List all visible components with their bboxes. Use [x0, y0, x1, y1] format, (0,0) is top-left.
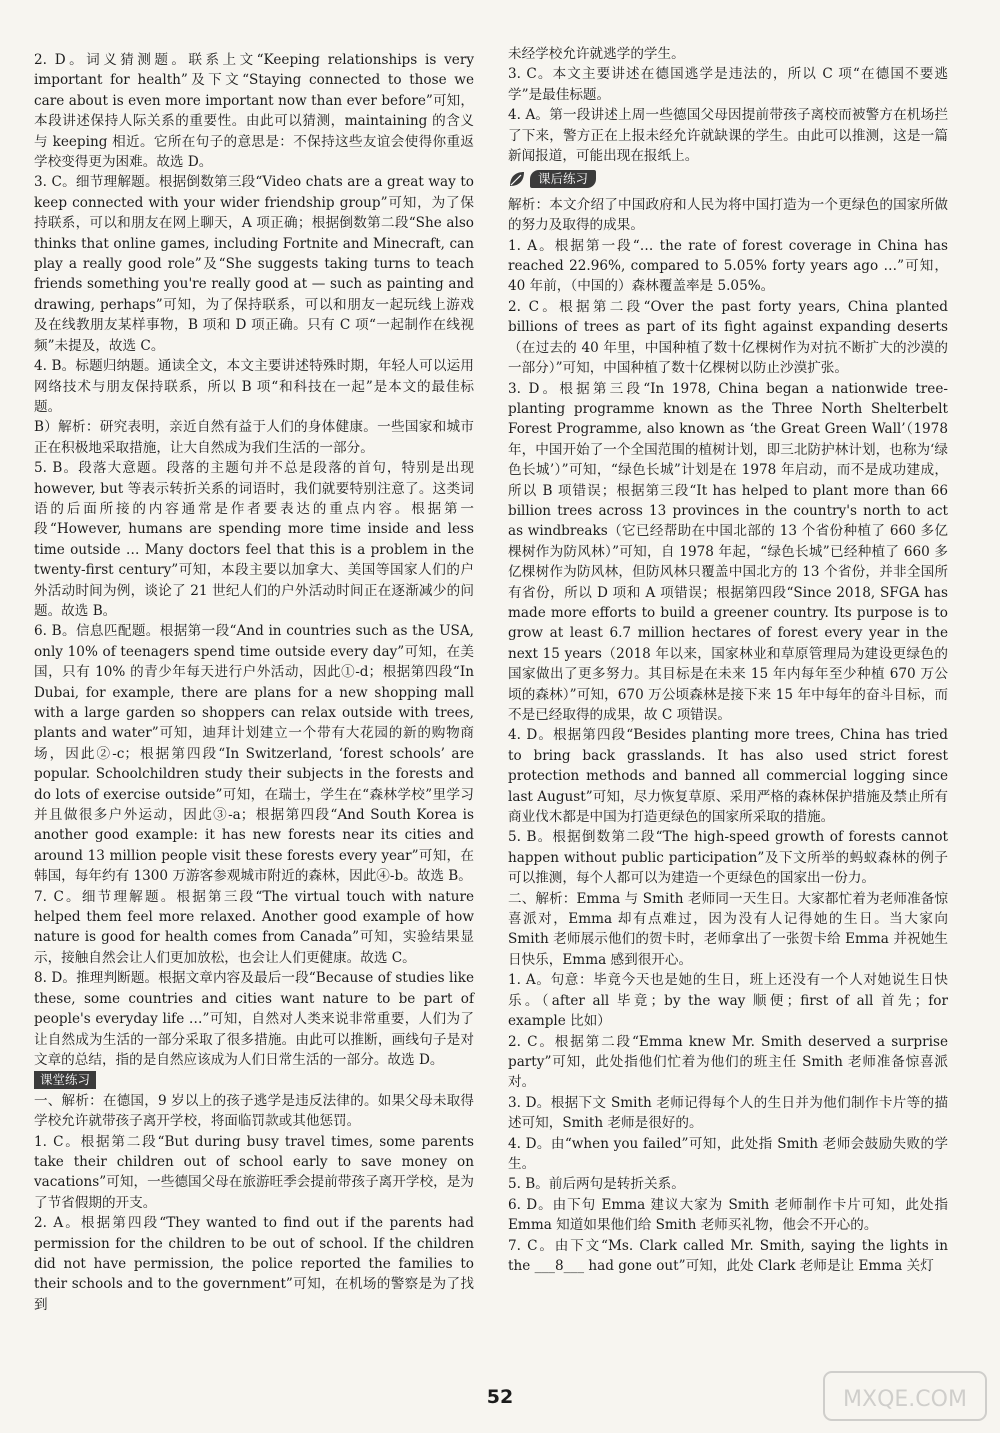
answer-paragraph: 二、解析：Emma 与 Smith 老师同一天生日。大家都忙着为老师准备惊喜派对，Emma 却有点难过，因为没有人记得她的生日。当大家向 Smith 老师展示他们的贺卡时，老师拿出了一张贺卡给 Emma 并祝她生日快乐，Emma 感到很开心。 — [508, 890, 948, 968]
answer-paragraph: 8. D。推理判断题。根据文章内容及最后一段“Because of studies like these, some countries and cities want nature to be part of people's everyday life …”可知，自然对人类来说非常重要，人们为了让自然成为生活的一部分采取了很多措施。由此可以推断，画线句子是对文章的总结，指的是自然应该成为人们日常生活的一部分。故选 D。 — [34, 970, 474, 1068]
right-answers-block-2 — [508, 195, 948, 1277]
left-answers-block — [34, 50, 474, 1070]
answer-paragraph: 6. B。信息匹配题。根据第一段“And in countries such as the USA, only 10% of teenagers spend time outside every day”可知，在美国，只有 10% 的青少年每天进行户外活动，因此①-d；根据第四段“In Dubai, for example, there are plans for a new shopping mall with a large garden so shoppers can relax outside with trees, plants and water”可知，迪拜计划建立一个带有大花园的新的购物商场，因此②-c；根据第四段“In Switzerland, ‘forest schools’ are popular. Schoolchildren study their subjects in the forests and do lots of exercise outside”可知，在瑞士，学生在“森林学校”里学习并且做很多户外运动，因此③-a；根据第四段“And South Korea is another good example: it has new forests near its cities and around 13 million people visit these forests every year”可知，在韩国，每年约有 1300 万游客参观城市附近的森林，因此④-b。故选 B。 — [34, 623, 474, 885]
section-label-classroom-practice: 课堂练习 — [34, 1071, 96, 1089]
left-answers-block-2 — [34, 1091, 474, 1315]
answer-paragraph: 4. B。标题归纳题。通读全文，本文主要讲述特殊时期，年轻人可以运用网络技术与朋友保持联系，所以 B 项“和科技在一起”是本文的最佳标题。 — [34, 358, 474, 415]
answer-paragraph: 4. D。由“when you failed”可知，此处指 Smith 老师会鼓励失败的学生。 — [508, 1135, 948, 1172]
answer-paragraph: 7. C。由下文“Ms. Clark called Mr. Smith, saying the lights in the ___8___ had gone out”可知，此处 Clark 老师是让 Emma 关灯 — [508, 1237, 948, 1274]
watermark-logo — [820, 1366, 990, 1426]
answer-paragraph: 2. A。根据第四段“They wanted to find out if the parents had permission for the children to be out of school. If the children did not have permission, the police reported the families to their schools and to the government”可知，在机场的警察是为了找到 — [34, 1215, 474, 1313]
answer-paragraph: 5. B。前后两句是转折关系。 — [508, 1176, 685, 1193]
answer-paragraph: 5. B。根据倒数第二段“The high-speed growth of forests cannot happen without public participation”及下文所举的蚂蚁森林的例子可以推测，每个人都可以为建造一个更绿色的国家出一份力。 — [508, 829, 948, 887]
answer-paragraph: 2. C。根据第二段“Over the past forty years, China planted billions of trees as part of its fight against expanding deserts（在过去的 40 年里，中国种植了数十亿棵树作为对抗不断扩大的沙漠的一部分）”可知，中国种植了数十亿棵树以防止沙漠扩张。 — [508, 298, 948, 377]
answer-paragraph: 3. D。根据下文 Smith 老师记得每个人的生日并为他们制作卡片等的描述可知，Smith 老师是很好的。 — [508, 1094, 948, 1132]
answer-paragraph: 4. D。根据第四段“Besides planting more trees, China has tried to bring back grasslands. It has also used strict forest protection methods and banned all commercial logging since last August”可知，尽力恢复草原、采用严格的森林保护措施及禁止所有商业伐木都是中国为打造更绿色的国家所采取的措施。 — [508, 727, 948, 826]
answer-paragraph: 3. C。本文主要讲述在德国逃学是违法的，所以 C 项“在德国不要逃学”是最佳标题。 — [508, 66, 948, 103]
answer-paragraph: 5. B。段落大意题。段落的主题句并不总是段落的首句，特别是出现 however, but 等表示转折关系的词语时，我们就要特别注意了。这类词语的后面所接的内容通常是作者要表达的重点内容。根据第一段“However, humans are spending more time inside and less time outside … Many doctors feel that this is a problem in the twenty-first century”可知，本段主要以加拿大、美国等国家人们的户外活动时间为例，谈论了 21 世纪人们的户外活动时间正在逐渐减少的问题。故选 B。 — [34, 460, 474, 619]
answer-paragraph: 6. D。由下句 Emma 建议大家为 Smith 老师制作卡片可知，此处指 Emma 知道如果他们给 Smith 老师买礼物，他会不开心的。 — [508, 1196, 948, 1234]
answer-paragraph: 一、解析：在德国，9 岁以上的孩子逃学是违反法律的。如果父母未取得学校允许就带孩子离开学校，将面临罚款或其他惩罚。 — [34, 1092, 474, 1130]
answer-paragraph: 未经学校允许就逃学的学生。 — [508, 46, 685, 62]
right-column — [508, 44, 948, 1276]
answer-paragraph: 4. A。第一段讲述上周一些德国父母因提前带孩子离校而被警方在机场拦了下来，警方正在上报未经允许就缺课的学生。由此可以推测，这是一篇新闻报道，可能出现在报纸上。 — [508, 107, 948, 165]
left-column — [34, 50, 474, 1315]
answer-paragraph: 1. A。句意：毕竟今天也是她的生日，班上还没有一个人对她说生日快乐。（after all 毕竟；by the way 顺便；first of all 首先；for example 比如） — [508, 972, 948, 1030]
leaf-icon — [508, 170, 526, 188]
answer-paragraph: B）解析：研究表明，亲近自然有益于人们的身体健康。一些国家和城市正在积极地采取措施，让大自然成为我们生活的一部分。 — [34, 419, 474, 456]
answer-paragraph: 1. A。根据第一段“… the rate of forest coverage in China has reached 22.96%, compared to 5.05% forty years ago …”可知，40 年前，（中国的）森林覆盖率是 5.05%。 — [508, 237, 948, 295]
page-number: 52 — [486, 1386, 514, 1408]
answer-paragraph: 3. D。根据第三段“In 1978, China began a nationwide tree-planting programme known as the Three North Shelterbelt Forest Programme, also known as ‘the Great Green Wall’（1978 年，中国开始了一个全国范围的植树计划，即三北防护林计划，也称为‘绿色长城’）”可知，“绿色长城”计划是在 1978 年启动，而不是成功建成，所以 B 项错误；根据第三段“It has helped to plant more than 66 billion trees across 13 provinces in the country's north to act as windbreaks（它已经帮助在中国北部的 13 个省份种植了 660 多亿棵树作为防风林）”可知，自 1978 年起，“绿色长城”已经种植了 660 多亿棵树作为防风林，但防风林只覆盖中国北方的 13 个省份，并非全国所有省份，所以 D 项和 A 项错误；根据第四段“Since 2018, SFGA has made more efforts to build a greener country. Its purpose is to grow at least 6.7 million hectares of forest every year in the next 15 years（2018 年以来，国家林业和草原管理局为建设更绿色的国家做出了更多努力。其目标是在未来 15 年内每年至少种植 670 万公顷的森林）”可知，670 万公顷森林是接下来 15 年中每年的奋斗目标，而不是已经取得的成果，故 C 项错误。 — [508, 380, 948, 723]
answer-paragraph: 1. C。根据第二段“But during busy travel times, some parents take their children out of school early to save money on vacations”可知，一些德国父母在旅游旺季会提前带孩子离开学校，是为了节省假期的开支。 — [34, 1133, 474, 1211]
section-label-text: 课后练习 — [530, 170, 596, 188]
right-answers-block — [508, 44, 948, 166]
answer-paragraph: 2. C。根据第二段“Emma knew Mr. Smith deserved a surprise party”可知，此处指他们忙着为他们的班主任 Smith 老师准备惊喜派对。 — [508, 1033, 948, 1091]
svg-text:MXQE.COM: MXQE.COM — [843, 1387, 967, 1412]
answer-paragraph: 3. C。细节理解题。根据倒数第三段“Video chats are a great way to keep connected with your wider friendship group”可知，为了保持联系，可以和朋友在网上聊天，A 项正确；根据倒数第二段“She also thinks that online games, including Fortnite and Minecraft, can play a really good role”及“She suggests taking turns to teach friends something you're really good at — such as painting and drawing, perhaps”可知，为了保持联系，可以和朋友一起玩线上游戏及在线教朋友某样事物，B 项和 D 项正确。只有 C 项“一起制作在线视频”未提及，故选 C。 — [34, 174, 474, 354]
answer-paragraph: 2. D。词义猜测题。联系上文“Keeping relationships is very important for health”及下文“Staying connected to those we care about is even more important now than ever before”可知，本段讲述保持人际关系的重要性。由此可以猜测，maintaining 的含义与 keeping 相近。它所在句子的意思是：不保持这些友谊会使得你重返学校变得更为困难。故选 D。 — [34, 52, 474, 171]
section-label-after-class — [508, 170, 596, 188]
answer-paragraph: 7. C。细节理解题。根据第三段“The virtual touch with nature helped them feel more relaxed. Another good example of how nature is good for health comes from Canada”可知，实验结果显示，接触自然会让人们更加放松，也会让人们更健康。故选 C。 — [34, 888, 474, 966]
answer-paragraph: 解析：本文介绍了中国政府和人民为将中国打造为一个更绿色的国家所做的努力及取得的成果。 — [508, 196, 948, 234]
